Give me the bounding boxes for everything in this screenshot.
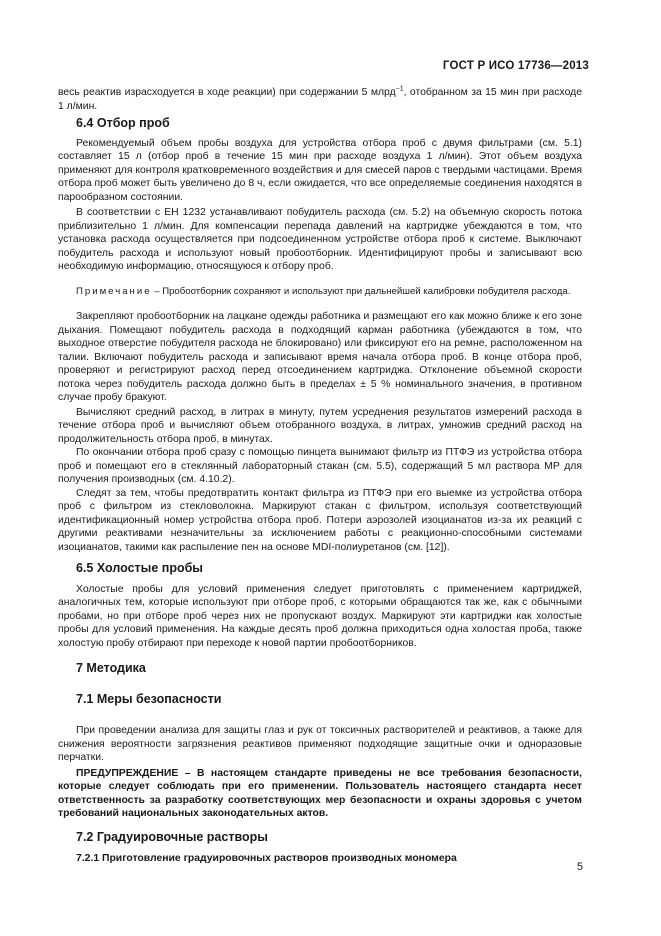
paragraph-blank-samples: Холостые пробы для условий применения следует приготовлять с применением картриджей, аналогичных тем, которые используют при отборе проб, с которыми обращаются так же, как с обычными пробами, но при отборе проб через них не пропускают воздух. Маркируют эти картриджи как холостые пробы для условий применения. На каждые десять проб должна приходиться одна холостая проба, также холостую пробу отбирают при переходе к новой партии пробоотборников. [58, 583, 582, 649]
document-id-header: ГОСТ Р ИСО 17736—2013 [442, 60, 589, 72]
paragraph-filter-removal: По окончании отбора проб сразу с помощью пинцета вынимают фильтр из ПТФЭ из устройства отбора проб и помещают его в стеклянный лабораторный стакан (см. 5.5), содержащий 5 мл раствора МР для получения производных (см. 4.10.2). [58, 447, 582, 485]
note-label: Примечание [76, 285, 152, 297]
section-6-4-heading: 6.4 Отбор проб [76, 116, 170, 130]
paragraph-safety-equipment: При проведении анализа для защиты глаз и рук от токсичных растворителей и реактивов, а также для снижения вероятности загрязнения реактивов применяют подходящие защитные очки и одноразовые перчатки. [58, 725, 582, 763]
note-text: – Пробоотборник сохраняют и используют при дальнейшей калибровки побудителя расхода. [151, 285, 571, 297]
superscript: −1 [395, 85, 404, 93]
page-number: 5 [576, 861, 583, 873]
section-7-1-heading: 7.1 Меры безопасности [76, 691, 222, 706]
paragraph-sampler-placement: Закрепляют пробоотборник на лацкане одежды работника и размещают его как можно ближе к его зоне дыхания. Помещают побудитель расхода в подходящий карман работника (убеждаются в том, что выходное отверстие побудителя расхода не блокировано) или фиксируют его на ремне, расположенном на талии. Включают побудитель расхода и записывают время начала отбора проб. В конце отбора проб, проверяют и регистрируют расход перед отсоединением картриджа. Отклонение объемной скорости потока через побудитель расхода должно быть в пределах ± 5 % номинального значения, в противном случае пробу бракуют. [58, 311, 582, 403]
continued-paragraph [58, 86, 582, 113]
section-7-heading: 7 Методика [76, 661, 146, 675]
paragraph-flow-setup: В соответствии с ЕН 1232 устанавливают побудитель расхода (см. 5.2) на объемную скорость потока приблизительно 1 л/мин. Для компенсации перепада давлений на картридже убеждаются в том, что установка расхода осуществляется при подсоединенном устройстве отбора проб к системе. Выключают побудитель расхода и используют новый пробоотборник. Идентифицируют пробы и записывают всю необходимую информацию, относящуюся к отбору проб. [58, 207, 582, 272]
warning-paragraph: ПРЕДУПРЕЖДЕНИЕ – В настоящем стандарте приведены не все требования безопасности, которые следует соблюдать при его применении. Пользователь настоящего стандарта несет ответственность за разработку соответствующих мер безопасности и охраны здоровья с учетом требований национальных законодательных актов. [58, 767, 582, 819]
note-paragraph [58, 286, 582, 299]
page-body [58, 86, 582, 866]
continued-text-b: , отобранном за 15 мин при расходе 1 л/мин. [58, 87, 583, 112]
section-7-2-1-heading: 7.2.1 Приготовление градуировочных растворов производных мономера [76, 853, 457, 864]
paragraph-sample-volume: Рекомендуемый объем пробы воздуха для устройства отбора проб с двумя фильтрами (см. 5.1) составляет 15 л (отбор проб в течение 15 мин при расходе воздуха 1 л/мин). Этот объем воздуха применяют для контроля кратковременного воздействия и для смесей паров с твердыми частицами. Время отбора проб может быть увеличено до 8 ч, если ожидается, что все определяемые соединения находятся в парообразном состоянии. [58, 137, 582, 203]
section-6-5-heading: 6.5 Холостые пробы [76, 561, 203, 575]
section-7-2-heading: 7.2 Градуировочные растворы [76, 829, 268, 844]
continued-text-a: весь реактив израсходуется в ходе реакции) при содержании 5 млрд [58, 87, 396, 98]
paragraph-contact-prevention: Следят за тем, чтобы предотвратить контакт фильтра из ПТФЭ при его выемке из устройства отбора проб с фильтром из стекловолокна. Маркируют стакан с фильтром, используя соответствующий идентификационный номер устройства отбора проб. Потери аэрозолей изоцианатов из-за их реакций с другими реактивами незначительны за исключением работы с реакционно-способными системами изоцианатов, такими как распыление пен на основе MDI-полиуретанов (см. [12]). [58, 487, 582, 553]
paragraph-average-flow: Вычисляют средний расход, в литрах в минуту, путем усреднения результатов измерений расхода в течение отбора проб и вычисляют объем отобранного воздуха, в литрах, умножив средний расход на продолжительность отбора проб, в минутах. [58, 406, 582, 445]
